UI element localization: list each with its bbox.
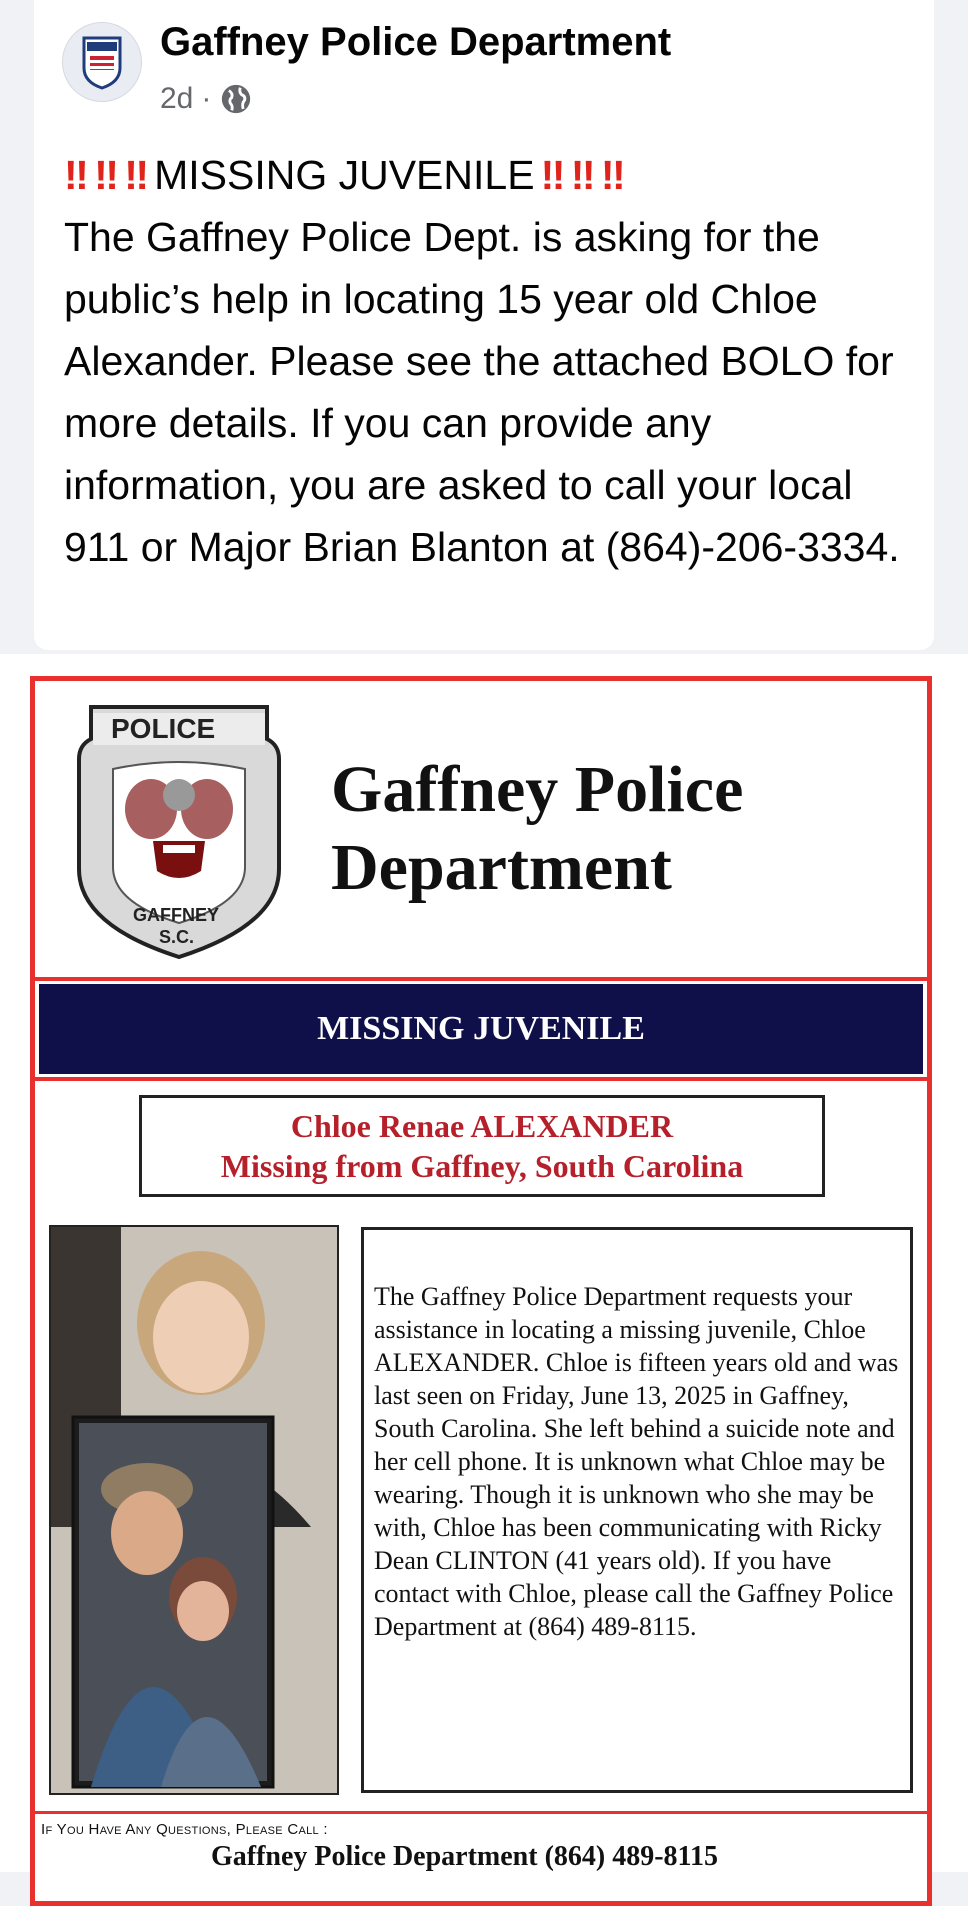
missing-from-location: Missing from Gaffney, South Carolina [220, 1148, 744, 1184]
double-exclamation-emoji: ‼ ‼ ‼ [540, 152, 623, 198]
police-badge-icon [78, 34, 126, 90]
dept-title [331, 751, 743, 907]
post-text [64, 144, 924, 578]
flyer-header [35, 681, 927, 977]
missing-person-name: Chloe Renae ALEXANDER [290, 1108, 674, 1144]
missing-person-photos [49, 1225, 339, 1795]
post-meta [160, 82, 253, 116]
double-exclamation-emoji: ‼ ‼ ‼ [64, 152, 147, 198]
footer-contact-label: If You Have Any Questions, Please Call : [41, 1821, 328, 1838]
footer-contact-phone: Gaffney Police Department (864) 489-8115 [211, 1841, 718, 1872]
missing-juvenile-banner: MISSING JUVENILE [39, 984, 923, 1074]
post-time[interactable]: 2d [160, 82, 194, 115]
badge-city-text: GAFFNEY [133, 905, 220, 925]
meta-separator: · [201, 82, 212, 115]
missing-person-description: The Gaffney Police Department requests your assistance in locating a missing juvenile, Chloe ALEXANDER. Chloe is fifteen years old and was last seen on Friday, June 13, 2025 in Gaffney, South Carolina. She left behind a suicide note and her cell phone. It is unknown what Chloe may be wearing. Though it is unknown who she may be with, Chloe has been communicating with Ricky Dean CLINTON (41 years old). If you have contact with Chloe, please call the Gaffney Police Department at (864) 489-8115. [361, 1227, 913, 1793]
dept-title-line2: Department [331, 831, 672, 904]
page-name[interactable]: Gaffney Police Department [160, 20, 672, 64]
post-headline: MISSING JUVENILE [154, 152, 535, 198]
post-card [34, 0, 934, 650]
red-divider [35, 977, 927, 981]
photo-collage [51, 1227, 339, 1795]
page-avatar[interactable] [62, 22, 142, 102]
dept-title-line1: Gaffney Police [331, 753, 744, 826]
badge-top-text: POLICE [111, 713, 216, 744]
bolo-flyer [30, 676, 932, 1906]
post-body: The Gaffney Police Dept. is asking for the public’s help in locating 15 year old Chloe Alexander. Please see the attached BOLO for more details. If you can provide any information, you are asked to call your local 911 or Major Brian Blanton at (864)-206-3334. [64, 214, 900, 570]
globe-icon [219, 82, 253, 116]
red-divider [35, 1077, 927, 1081]
attached-image[interactable] [0, 654, 968, 1872]
footer-divider [35, 1811, 927, 1814]
police-badge-logo [73, 699, 285, 963]
badge-state-text: S.C. [159, 927, 195, 947]
missing-person-name-box [139, 1095, 825, 1197]
